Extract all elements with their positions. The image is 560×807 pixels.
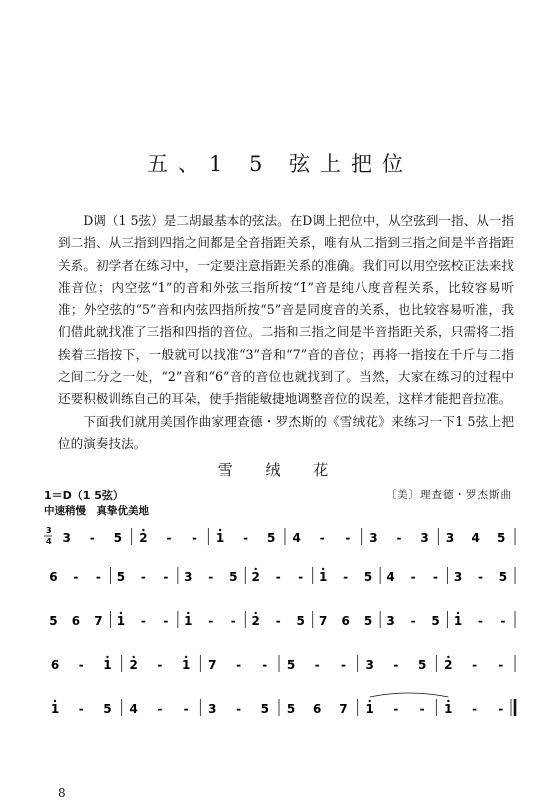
high-octave-dot <box>457 612 459 614</box>
note: 1 <box>444 702 453 716</box>
dash-mark: - <box>393 658 399 672</box>
section-title: 五、1 5 弦上把位 <box>146 152 414 176</box>
dash-mark: - <box>498 658 504 672</box>
dash-mark: - <box>243 531 249 545</box>
note: 1 <box>116 614 126 628</box>
note: 3 <box>369 531 378 545</box>
dash-mark: - <box>393 702 399 716</box>
note: 2 <box>444 658 453 672</box>
note: 7 <box>318 614 328 628</box>
note: 1 <box>181 658 191 672</box>
note: 5 <box>260 702 269 716</box>
note: 5 <box>49 614 58 628</box>
note: 3 <box>208 702 217 716</box>
time-sig-top: 3 <box>46 526 52 535</box>
dash-mark: - <box>192 531 198 545</box>
note: 3 <box>365 658 374 672</box>
body-text <box>58 210 514 455</box>
note: 5 <box>431 614 440 628</box>
tempo-marking: 中速稍慢 真挚优美地 <box>44 505 149 517</box>
note: 6 <box>313 702 322 716</box>
dash-mark: - <box>433 570 439 584</box>
note: 5 <box>363 570 373 584</box>
dash-mark: - <box>73 570 79 584</box>
note: 5 <box>103 702 112 716</box>
dash-mark: - <box>319 531 325 545</box>
dash-mark: - <box>157 702 163 716</box>
note: 5 <box>266 531 276 545</box>
dash-mark: - <box>163 570 169 584</box>
note: 7 <box>94 614 103 628</box>
high-octave-dot <box>54 700 56 702</box>
note: 1 <box>184 614 193 628</box>
note: 2 <box>129 658 138 672</box>
high-octave-dot <box>142 529 144 531</box>
dash-mark: - <box>410 614 416 628</box>
dash-mark: - <box>298 570 304 584</box>
dash-mark: - <box>95 570 101 584</box>
dash-mark: - <box>183 702 189 716</box>
high-octave-dot <box>447 700 449 702</box>
high-octave-dot <box>120 612 122 614</box>
note: 5 <box>286 702 296 716</box>
dash-mark: - <box>472 702 478 716</box>
note: 4 <box>386 570 395 584</box>
note: 2 <box>251 570 260 584</box>
dash-mark: - <box>410 570 416 584</box>
high-octave-dot <box>185 656 187 658</box>
note: 2 <box>139 531 148 545</box>
dash-mark: - <box>78 658 84 672</box>
note: 4 <box>471 531 480 545</box>
dash-mark: - <box>89 531 95 545</box>
dash-mark: - <box>396 531 402 545</box>
dash-mark: - <box>140 614 146 628</box>
note: 5 <box>286 658 296 672</box>
dash-mark: - <box>157 658 163 672</box>
key-signature: 1＝D（1 5弦） <box>44 489 124 502</box>
note: 5 <box>296 614 305 628</box>
note: 3 <box>184 570 193 584</box>
dash-mark: - <box>500 614 506 628</box>
high-octave-dot <box>447 656 449 658</box>
dash-mark: - <box>314 658 320 672</box>
note: 1 <box>50 702 60 716</box>
dash-mark: - <box>78 702 84 716</box>
note: 6 <box>50 658 60 672</box>
note: 1 <box>453 614 463 628</box>
high-octave-dot <box>255 612 257 614</box>
note: 1 <box>103 658 112 672</box>
dash-mark: - <box>498 702 504 716</box>
dash-mark: - <box>419 702 425 716</box>
tie-arc <box>370 693 449 697</box>
note: 7 <box>339 702 348 716</box>
note: 5 <box>496 531 506 545</box>
dash-mark: - <box>340 658 346 672</box>
dash-mark: - <box>163 614 169 628</box>
high-octave-dot <box>255 568 257 570</box>
note: 6 <box>71 614 81 628</box>
note: 3 <box>445 531 455 545</box>
note: 3 <box>420 531 429 545</box>
dash-mark: - <box>343 570 349 584</box>
note: 3 <box>62 531 71 545</box>
note: 2 <box>251 614 260 628</box>
paragraph-2: 下面我们就用美国作曲家理查德・罗杰斯的《雪绒花》来练习一下1 5弦上把位的演奏技法。 <box>58 413 514 451</box>
dash-mark: - <box>477 614 483 628</box>
high-octave-dot <box>219 529 221 531</box>
paragraph-1: D调（1 5弦）是二胡最基本的弦法。在D调上把位中，从空弦到一指、从一指到二指、从三指到四指之间都是全音指距关系，唯有从二指到三指之间是半音指距关系。初学者在练习中，一定要注意指距关系的准确。我们可以用空弦校正法来找准音位；内空弦“1”的音和外弦三指所按“1̇”音是纯八度音程关系，比较容易听准；外空弦的“5”音和内弦四指所按“5”音是同度音的关系，也比较容易听准，我们借此就找准了三指和四指的音位。二指和三指之间是半音指距关系，只需将二指挨着三指按下，一般就可以找准“3”音和“7”音的音位；再将一指按在千斤与二指之间二分之一处，“2”音和“6”音的音位也就找到了。当然，大家在练习的过程中还要积极训练自己的耳朵，使手指能敏捷地调整音位的误差，这样才能把音拉准。 <box>58 213 514 407</box>
dash-mark: - <box>140 570 146 584</box>
note: 6 <box>49 570 58 584</box>
note: 1 <box>318 570 328 584</box>
dash-mark: - <box>472 658 478 672</box>
note: 5 <box>498 570 508 584</box>
high-octave-dot <box>368 700 370 702</box>
high-octave-dot <box>132 656 134 658</box>
page-number: 8 <box>58 786 66 800</box>
dash-mark: - <box>275 614 281 628</box>
jianpu-score <box>0 515 560 775</box>
high-octave-dot <box>322 568 324 570</box>
note: 5 <box>113 531 123 545</box>
dash-mark: - <box>236 702 242 716</box>
dash-mark: - <box>208 570 214 584</box>
high-octave-dot <box>106 656 108 658</box>
song-title: 雪 绒 花 <box>217 461 343 479</box>
note: 6 <box>341 614 350 628</box>
dash-mark: - <box>275 570 281 584</box>
time-sig-bottom: 4 <box>46 537 52 546</box>
high-octave-dot <box>187 612 189 614</box>
dash-mark: - <box>236 658 242 672</box>
note: 5 <box>229 570 238 584</box>
dash-mark: - <box>166 531 172 545</box>
dash-mark: - <box>345 531 351 545</box>
dash-mark: - <box>477 570 483 584</box>
dash-mark: - <box>230 614 236 628</box>
note: 5 <box>363 614 373 628</box>
note: 4 <box>292 531 301 545</box>
note: 1 <box>365 702 374 716</box>
note: 4 <box>129 702 138 716</box>
dash-mark: - <box>262 658 268 672</box>
note: 5 <box>116 570 126 584</box>
note: 7 <box>208 658 217 672</box>
note: 3 <box>386 614 395 628</box>
note: 3 <box>453 570 463 584</box>
composer-credit: 〔美〕理查德・罗杰斯曲 <box>385 489 512 501</box>
dash-mark: - <box>208 614 214 628</box>
note: 1 <box>215 531 225 545</box>
note: 5 <box>417 658 427 672</box>
